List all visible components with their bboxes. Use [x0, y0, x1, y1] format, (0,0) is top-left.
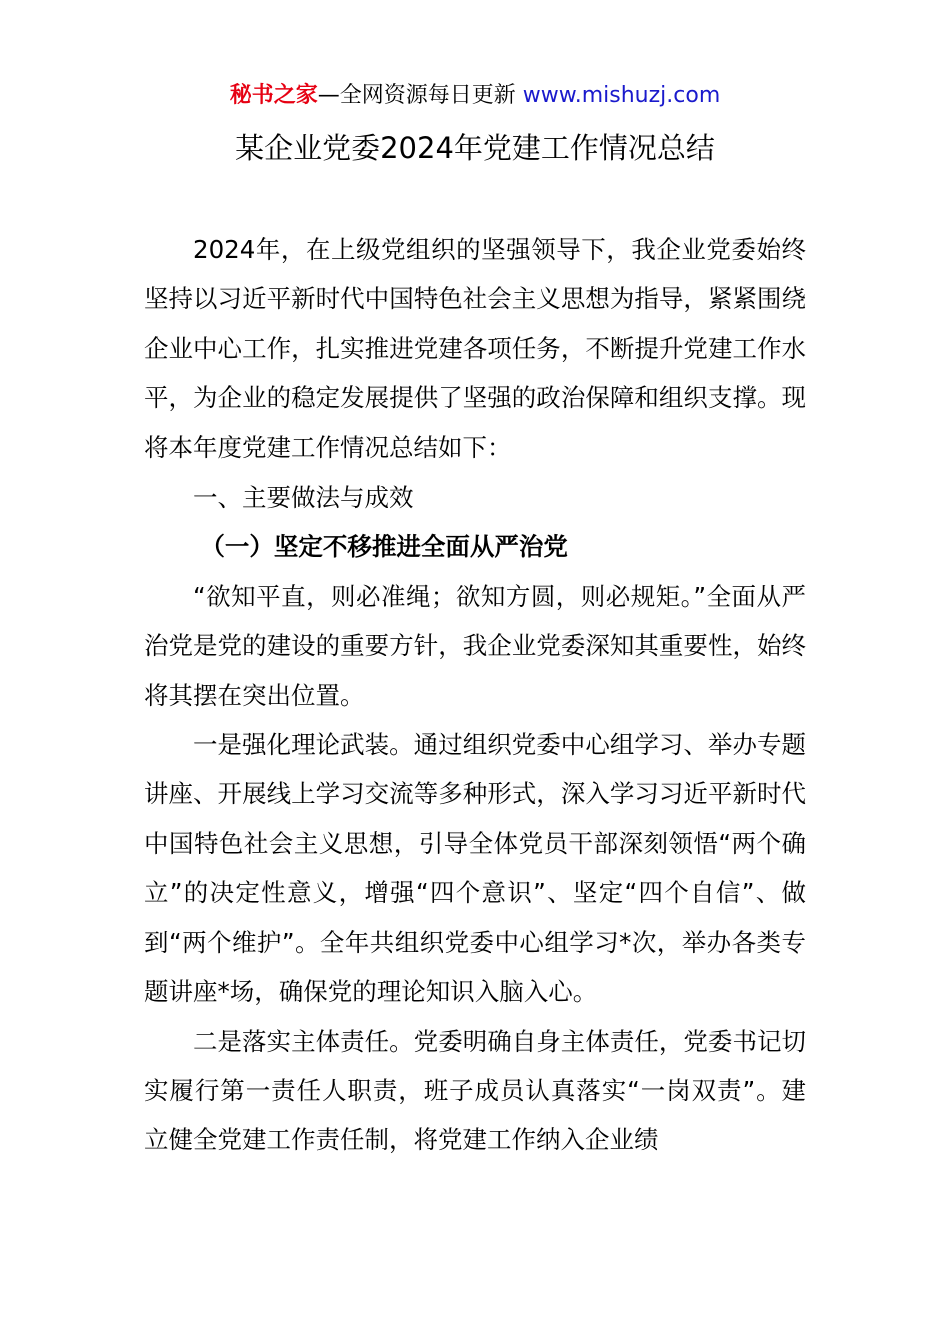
document-body	[144, 225, 806, 1165]
quote-paragraph: “欲知平直，则必准绳；欲知方圆，则必规矩。”全面从严治党是党的建设的重要方针，我企业党委深知其重要性，始终将其摆在突出位置。	[144, 581, 806, 710]
site-brand: 秘书之家	[229, 83, 318, 108]
point-one-paragraph: 一是强化理论武装。通过组织党委中心组学习、举办专题讲座、开展线上学习交流等多种形式，深入学习习近平新时代中国特色社会主义思想，引导全体党员干部深刻领悟“两个确立”的决定性意义，增强“四个意识”、坚定“四个自信”、做到“两个维护”。全年共组织党委中心组学习*次，举办各类专题讲座*场，确保党的理论知识入脑入心。	[144, 730, 806, 1007]
subsection-heading: （一）坚定不移推进全面从严治党	[200, 532, 568, 562]
document-title: 某企业党委2024年党建工作情况总结	[235, 131, 715, 165]
site-slogan: —全网资源每日更新	[317, 83, 523, 108]
site-url-link[interactable]: www.mishuzj.com	[522, 83, 721, 108]
site-header	[0, 80, 950, 112]
point-two-paragraph: 二是落实主体责任。党委明确自身主体责任，党委书记切实履行第一责任人职责，班子成员认真落实“一岗双责”。建立健全党建工作责任制，将党建工作纳入企业绩	[144, 1026, 806, 1155]
intro-paragraph: 2024年，在上级党组织的坚强领导下，我企业党委始终坚持以习近平新时代中国特色社会主义思想为指导，紧紧围绕企业中心工作，扎实推进党建各项任务，不断提升党建工作水平，为企业的稳定发展提供了坚强的政治保障和组织支撑。现将本年度党建工作情况总结如下：	[144, 235, 806, 462]
section-heading: 一、主要做法与成效	[193, 483, 414, 513]
